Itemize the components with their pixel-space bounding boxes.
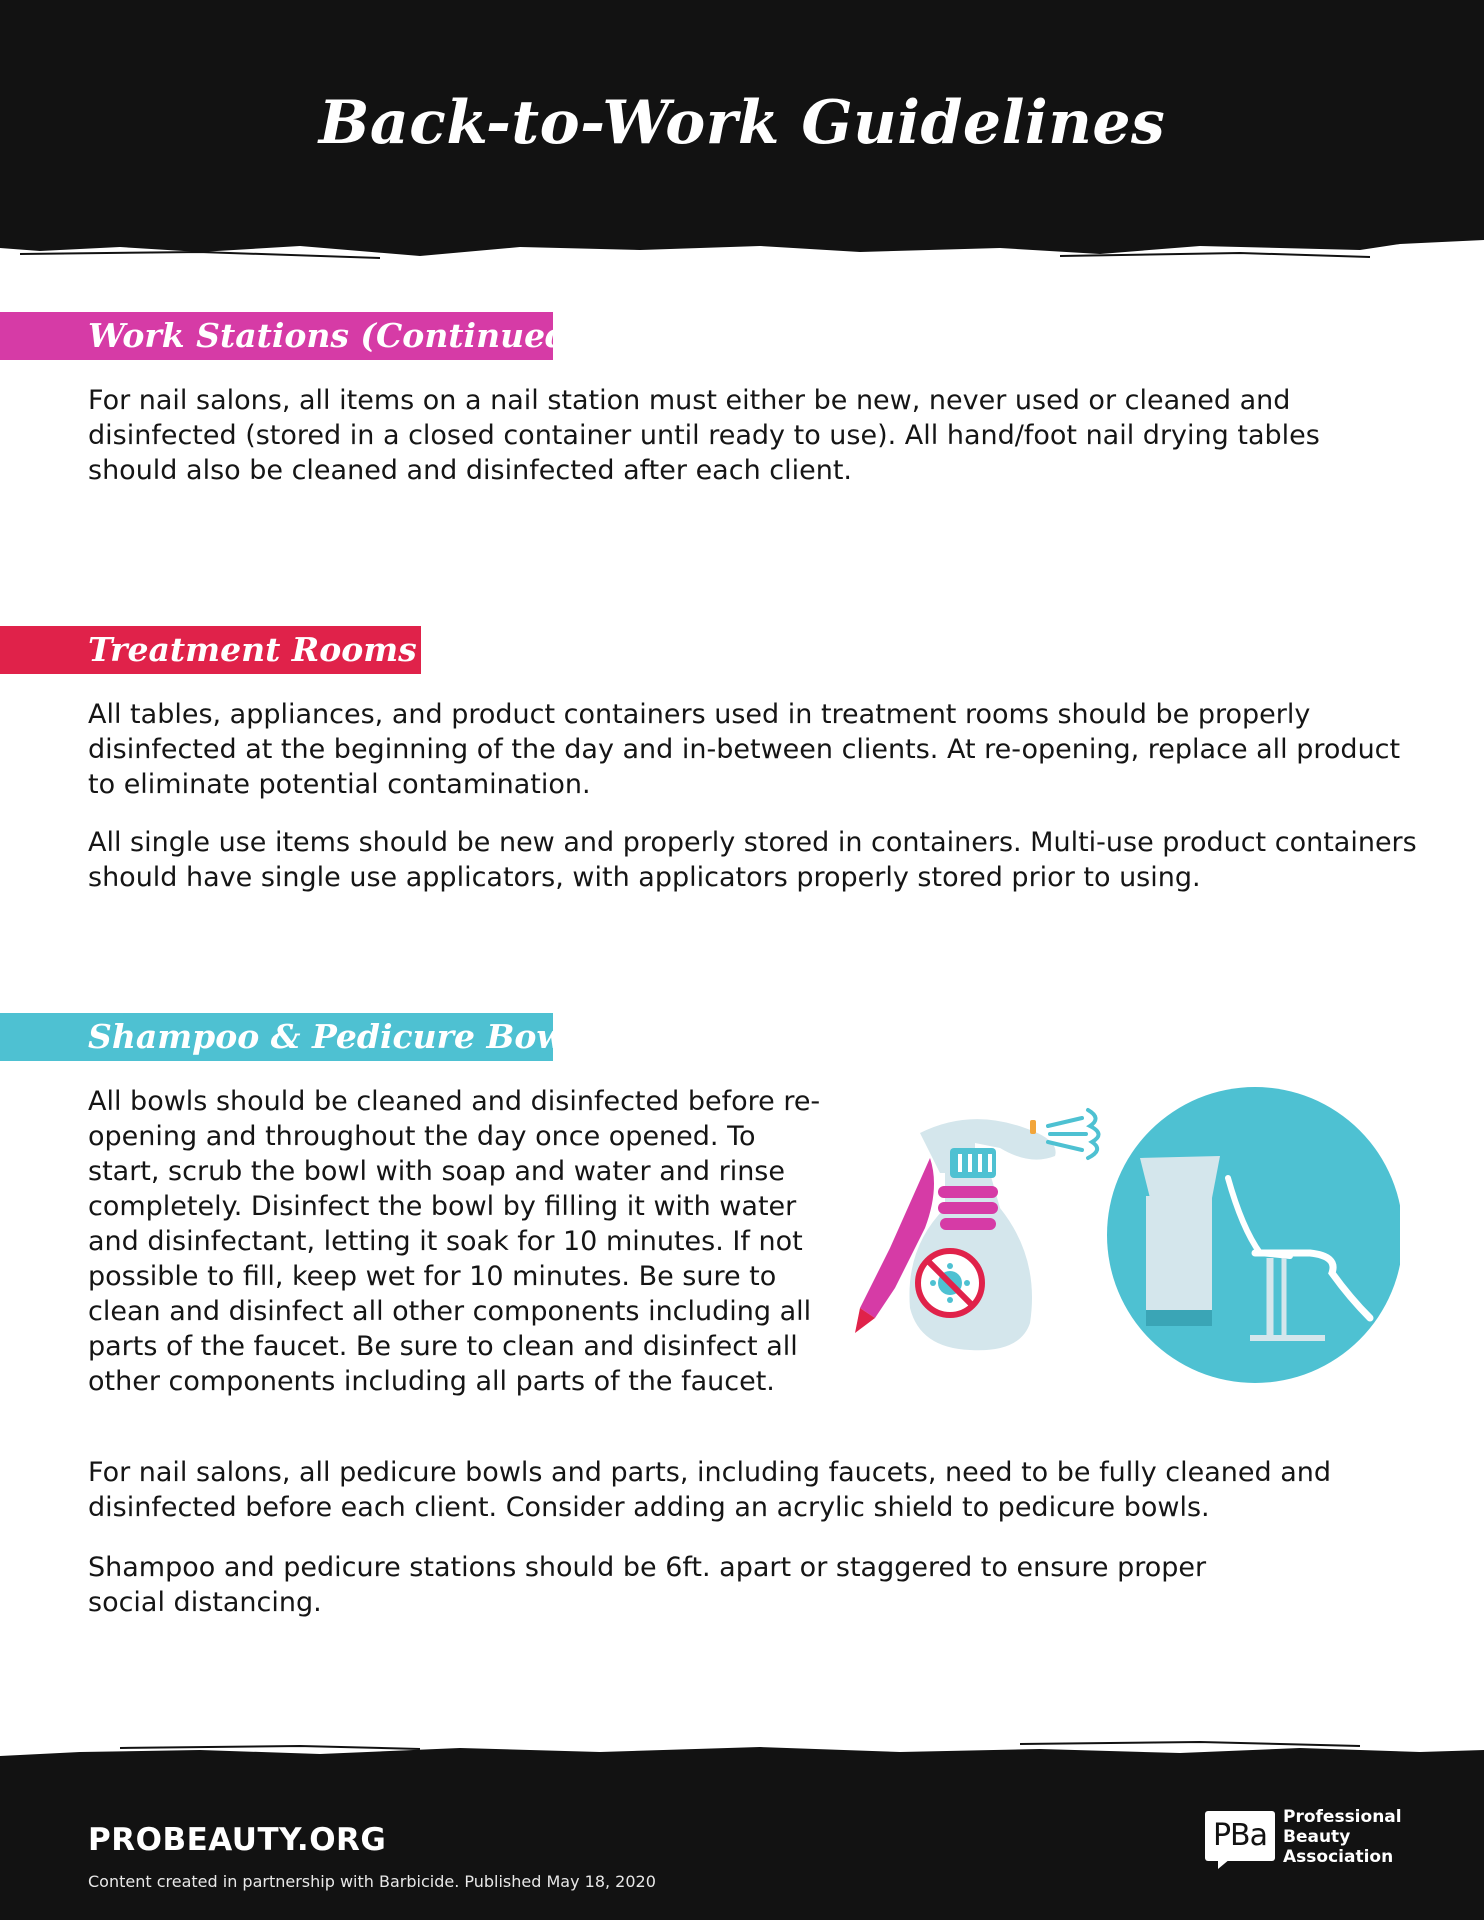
- work-stations-paragraph: For nail salons, all items on a nail station must either be new, never used or cleaned and disinfected (stored in a closed container until ready to use). All hand/foot nail drying tables should also be cleaned and disinfected after each client.: [88, 385, 1320, 486]
- virus-prohibited-icon: [918, 1251, 982, 1315]
- treatment-rooms-paragraph-2: All single use items should be new and properly stored in containers. Multi-use product containers should have single use applicators, with applicators properly stored prior to using.: [88, 827, 1417, 893]
- shampoo-bowls-paragraph-2: For nail salons, all pedicure bowls and parts, including faucets, need to be fully cleaned and disinfected before each client. Consider adding an acrylic shield to pedicure bowls.: [88, 1457, 1332, 1523]
- sanitizing-illustration: [850, 1078, 1400, 1388]
- shampoo-chair-icon: [1107, 1087, 1400, 1383]
- logo-line-2: Beauty: [1283, 1827, 1351, 1847]
- section-tab-shampoo-pedicure: Shampoo & Pedicure Bowls: [0, 1013, 553, 1061]
- logo-line-3: Association: [1283, 1847, 1394, 1867]
- pba-logo-tail: [1218, 1859, 1230, 1869]
- section-tab-work-stations: Work Stations (Continued): [0, 312, 553, 360]
- header-brush-edge: [0, 228, 1484, 264]
- footer-credit-note: Content created in partnership with Barbicide. Published May 18, 2020: [88, 1872, 656, 1891]
- treatment-rooms-paragraph-1: All tables, appliances, and product containers used in treatment rooms should be properly disinfected at the beginning of the day and in-between clients. At re-opening, replace all product to eliminate potential contamination.: [88, 699, 1401, 800]
- spray-bottle-icon: [855, 1110, 1099, 1350]
- page-title: Back-to-Work Guidelines: [318, 88, 1166, 158]
- pba-logo-mark: PBa: [1205, 1811, 1275, 1861]
- logo-line-1: Professional: [1283, 1807, 1402, 1827]
- section-tab-treatment-rooms: Treatment Rooms: [0, 626, 421, 674]
- shampoo-bowls-paragraph-3: Shampoo and pedicure stations should be 6ft. apart or staggered to ensure proper social distancing.: [88, 1552, 1207, 1618]
- shampoo-bowls-paragraph-1: All bowls should be cleaned and disinfected before re-opening and throughout the day once opened. To start, scrub the bowl with soap and water and rinse completely. Disinfect the bowl by filling it with water and disinfectant, letting it soak for 10 minutes. If not possible to fill, keep wet for 10 minutes. Be sure to clean and disinfect all other components including all parts of the faucet. Be sure to clean and disinfect all other components including all parts of the faucet.: [88, 1086, 821, 1397]
- footer-website-link[interactable]: PROBEAUTY.ORG: [88, 1822, 387, 1858]
- pba-logo-text: [1283, 1807, 1402, 1867]
